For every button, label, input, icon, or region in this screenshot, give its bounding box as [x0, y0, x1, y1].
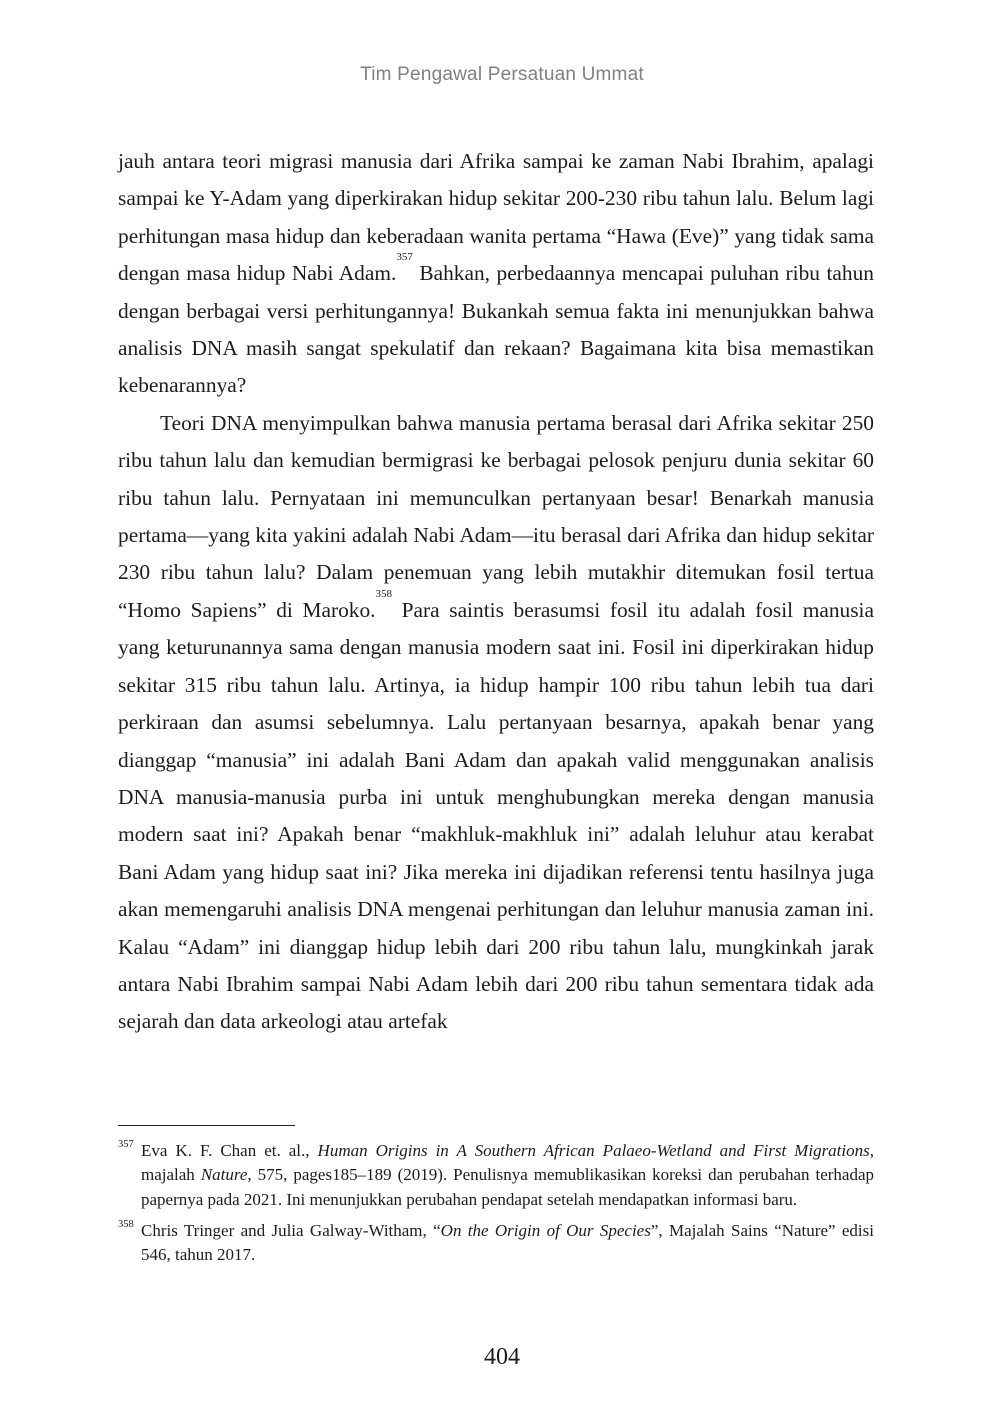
footnotes	[118, 1139, 874, 1274]
paragraph-text: Bahkan, perbedaannya mencapai puluhan ribu tahun dengan berbagai versi perhitungannya! Bukankah semua fakta ini menunjukkan bahwa analisis DNA masih sangat spekulatif dan rekaan? Bagaimana kita bisa memastikan kebenarannya?	[118, 261, 874, 398]
footnote-reference-358[interactable]: 358	[375, 587, 393, 600]
footnote-journal: Nature	[200, 1165, 248, 1185]
footnote-text: ”, Majalah Sains “Nature” edisi 546, tahun 2017.	[141, 1220, 874, 1265]
footnote-title: Human Origins in A Southern African Palaeo-Wetland and First Migrations	[317, 1141, 870, 1160]
footnote-divider	[118, 1125, 295, 1126]
paragraph	[118, 405, 874, 1041]
footnote-title: On the Origin of Our Species	[440, 1220, 651, 1240]
footnote-text: Eva K. F. Chan et. al.,	[141, 1141, 318, 1160]
paragraph-text: Teori DNA menyimpulkan bahwa manusia pertama berasal dari Afrika sekitar 250 ribu tahun lalu dan kemudian bermigrasi ke berbagai pelosok penjuru dunia sekitar 60 ribu tahun lalu. Pernyataan ini memunculkan pertanyaan besar! Benarkah manusia pertama—yang kita yakini adalah Nabi Adam—itu berasal dari Afrika dan hidup sekitar 230 ribu tahun lalu? Dalam penemuan yang lebih mutakhir ditemukan fosil tertua “Homo Sapiens” di Maroko.	[118, 410, 874, 622]
paragraph	[118, 143, 874, 405]
paragraph-text: Para saintis berasumsi fosil itu adalah fosil manusia yang keturunannya sama dengan manusia modern saat ini. Fosil ini diperkirakan hidup sekitar 315 ribu tahun lalu. Artinya, ia hidup hampir 100 ribu tahun lebih tua dari perkiraan dan asumsi sebelumnya. Lalu pertanyaan besarnya, apakah benar yang dianggap “manusia” ini adalah Bani Adam dan apakah valid menggunakan analisis DNA manusia-manusia purba ini untuk menghubungkan mereka dengan manusia modern saat ini? Apakah benar “makhluk-makhluk ini” adalah leluhur atau kerabat Bani Adam yang hidup saat ini? Jika mereka ini dijadikan referensi tentu hasilnya juga akan memengaruhi analisis DNA mengenai perhitungan dan leluhur manusia zaman ini. Kalau “Adam” ini dianggap hidup lebih dari 200 ribu tahun lalu, mungkinkah jarak antara Nabi Ibrahim sampai Nabi Adam lebih dari 200 ribu tahun sementara tidak ada sejarah dan data arkeologi atau artefak	[118, 597, 874, 1034]
page-number: 404	[484, 1344, 520, 1370]
footnote-number: 357	[118, 1139, 134, 1150]
footnote-text: , majalah	[141, 1141, 874, 1185]
footnote-text: Chris Tringer and Julia Galway-Witham, “	[141, 1220, 441, 1240]
footnote-357	[118, 1139, 874, 1212]
footnote-358	[118, 1219, 874, 1268]
paragraph-text: jauh antara teori migrasi manusia dari Afrika sampai ke zaman Nabi Ibrahim, apalagi sampai ke Y-Adam yang diperkirakan hidup sekitar 200-230 ribu tahun lalu. Belum lagi perhitungan masa hidup dan keberadaan wanita pertama “Hawa (Eve)” yang tidak sama dengan masa hidup Nabi Adam.	[118, 149, 874, 286]
body-text	[118, 143, 874, 1041]
footnote-reference-357[interactable]: 357	[396, 251, 413, 264]
footnote-number: 358	[118, 1218, 134, 1230]
footnote-text: , 575, pages185–189 (2019). Penulisnya memublikasikan koreksi dan perubahan terhadap papernya pada 2021. Ini menunjukkan perubahan pendapat setelah mendapatkan informasi baru.	[141, 1165, 874, 1209]
running-header: Tim Pengawal Persatuan Ummat	[360, 64, 644, 85]
